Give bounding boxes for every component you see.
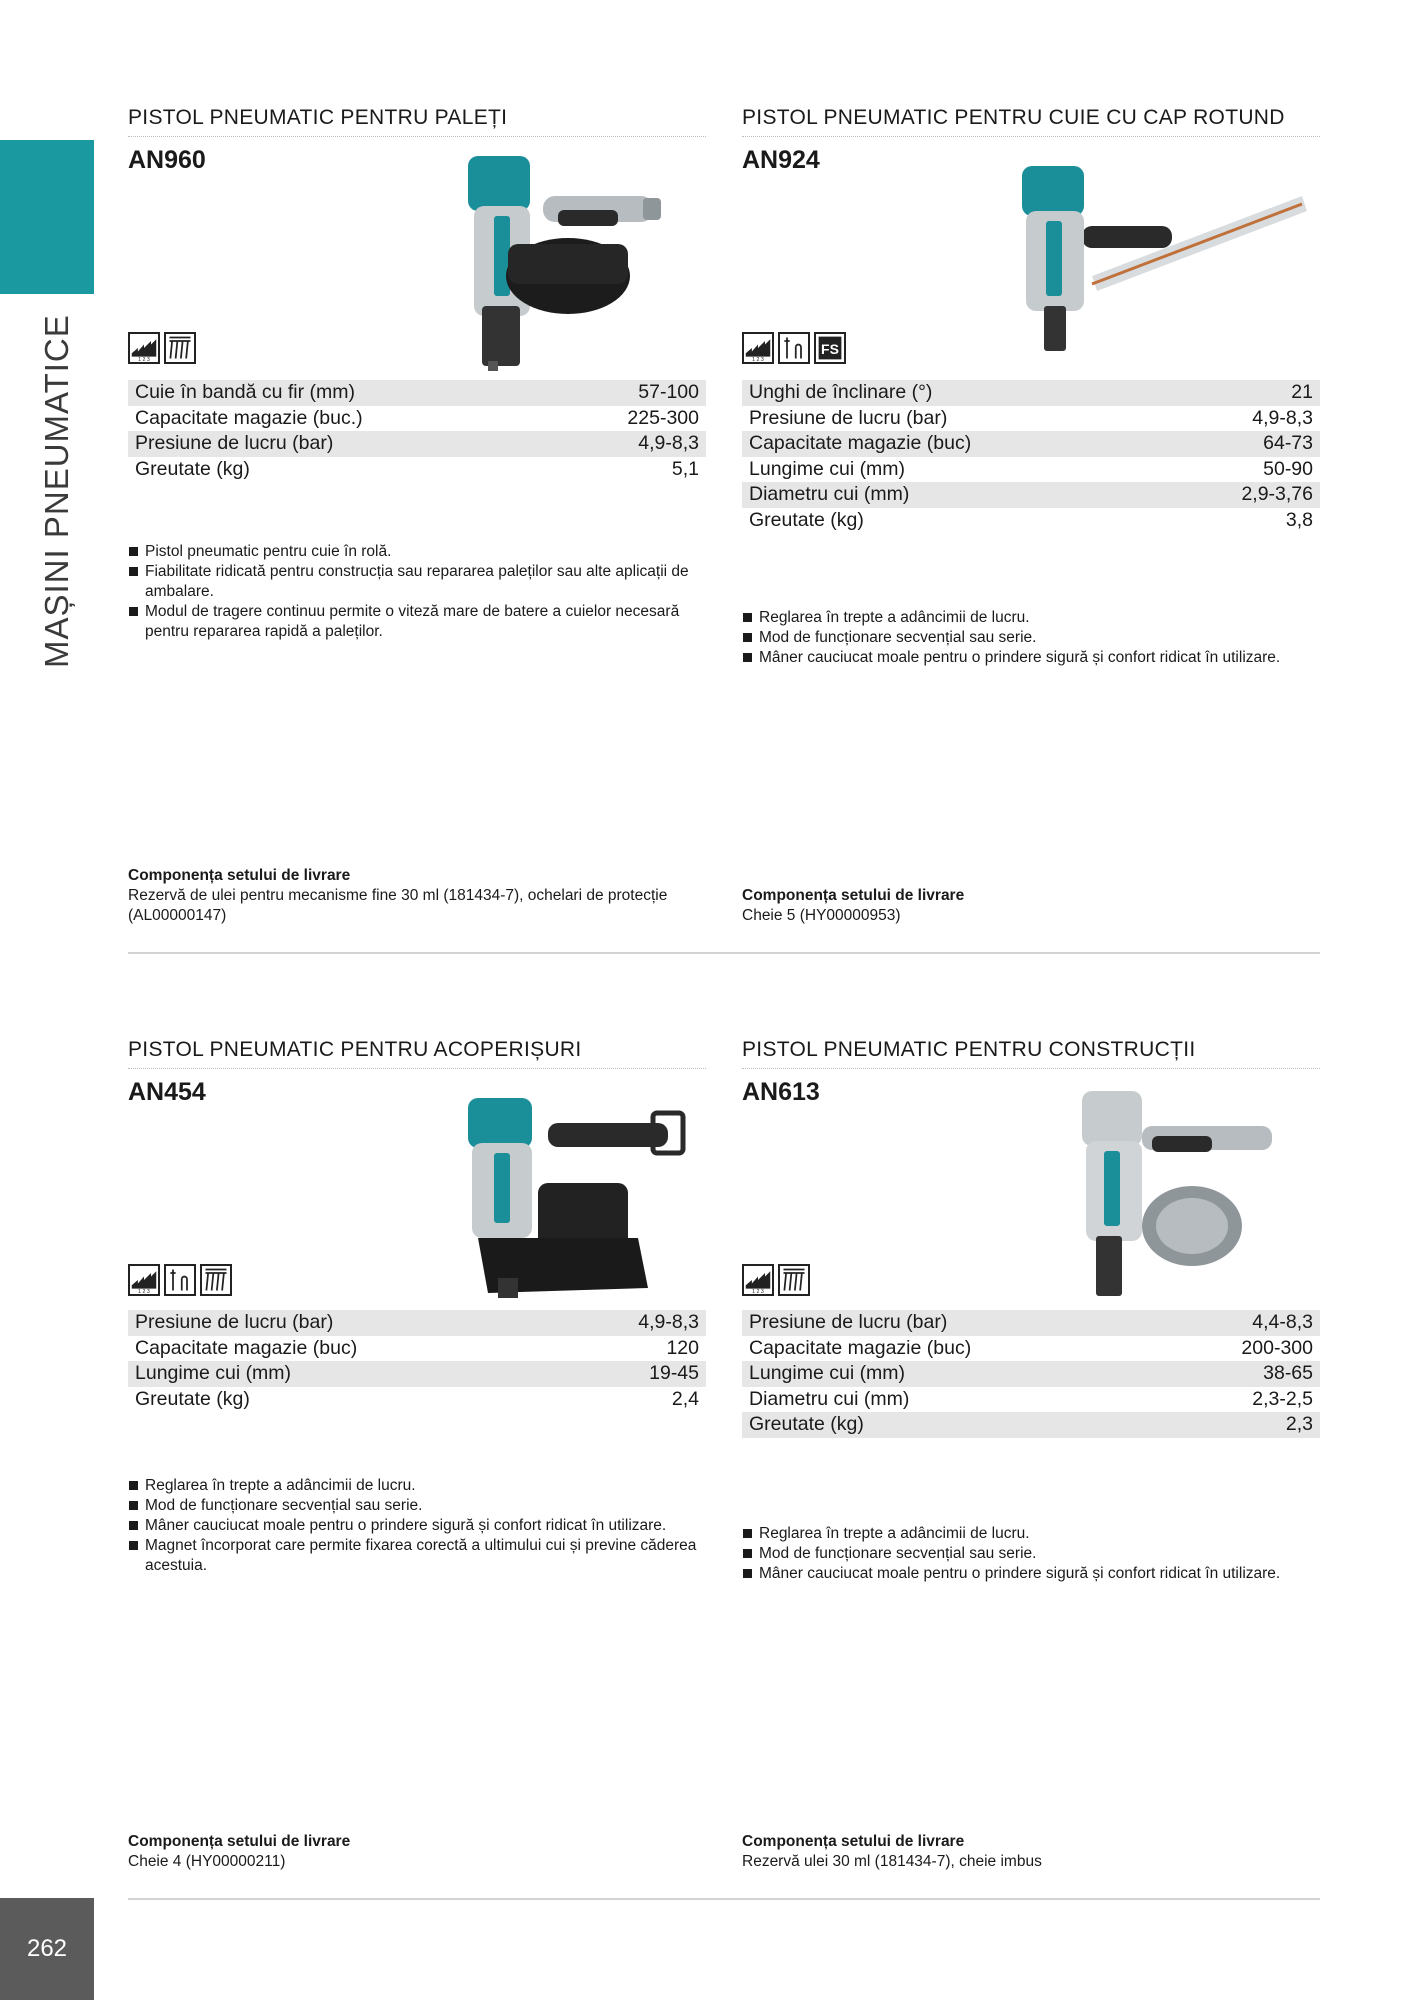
spec-row: Unghi de înclinare (°) 21 (742, 380, 1320, 406)
feature-icons (128, 332, 196, 364)
product-category: PISTOL PNEUMATIC PENTRU CUIE CU CAP ROTUND (742, 106, 1285, 129)
kit-contents: Cheie 4 (HY00000211) (128, 1853, 286, 1870)
spec-row: Greutate (kg) 5,1 (135, 457, 699, 480)
sequential-mode-icon (778, 332, 810, 364)
delivery-kit (128, 866, 706, 926)
spec-row: Capacitate magazie (buc) 120 (135, 1336, 699, 1359)
spec-row: Capacitate magazie (buc) 64-73 (742, 431, 1320, 457)
category-divider (742, 136, 1320, 137)
spec-row: Capacitate magazie (buc) 200-300 (749, 1336, 1313, 1359)
kit-contents: Rezervă ulei 30 ml (181434-7), cheie imbus (742, 1853, 1042, 1870)
spec-row: Lungime cui (mm) 19-45 (128, 1361, 706, 1387)
product-model: AN924 (742, 146, 820, 174)
nailer-photo (1072, 1086, 1292, 1306)
side-accent-bar (0, 140, 94, 294)
category-divider (742, 1068, 1320, 1069)
spec-table (742, 1310, 1320, 1438)
spec-row: Greutate (kg) 2,4 (135, 1387, 699, 1410)
spec-row: Presiune de lucru (bar) 4,9-8,3 (749, 406, 1313, 429)
section-divider (128, 1898, 1320, 1900)
spec-row: Lungime cui (mm) 38-65 (742, 1361, 1320, 1387)
feature-list (742, 1524, 1320, 1584)
category-divider (128, 1068, 706, 1069)
coil-nails-icon (778, 1264, 810, 1296)
feature-item: Pistol pneumatic pentru cuie în rolă. (128, 542, 706, 562)
svg-text:FS: FS (821, 341, 839, 358)
product-card-an613 (742, 1038, 1320, 1878)
product-model: AN960 (128, 146, 206, 174)
product-card-an454 (128, 1038, 706, 1878)
feature-item: Mâner cauciucat moale pentru o prindere sigură și confort ridicat în utilizare. (742, 1564, 1320, 1584)
spec-row: Lungime cui (mm) 50-90 (749, 457, 1313, 480)
product-category: PISTOL PNEUMATIC PENTRU PALEȚI (128, 106, 508, 129)
spec-row: Capacitate magazie (buc.) 225-300 (135, 406, 699, 429)
kit-contents: Rezervă de ulei pentru mecanisme fine 30 ml (181434-7), ochelari de protecție (AL00000147) (128, 887, 668, 924)
spec-row: Presiune de lucru (bar) 4,9-8,3 (128, 1310, 706, 1336)
product-category: PISTOL PNEUMATIC PENTRU CONSTRUCȚII (742, 1038, 1196, 1061)
feature-item: Fiabilitate ridicată pentru construcția sau repararea paleților sau alte aplicații de ambalare. (128, 562, 706, 602)
nailer-photo (448, 146, 678, 371)
section-divider (128, 952, 1320, 954)
delivery-kit (128, 1832, 706, 1872)
svg-text:1 2 3: 1 2 3 (138, 357, 150, 364)
coil-nails-icon (164, 332, 196, 364)
category-divider (128, 136, 706, 137)
feature-list (128, 542, 706, 642)
depth-adjust-icon (128, 1264, 160, 1296)
delivery-kit (742, 886, 1320, 926)
kit-heading: Componența setului de livrare (128, 1833, 351, 1850)
spec-row: Presiune de lucru (bar) 4,9-8,3 (128, 431, 706, 457)
feature-icons (742, 1264, 810, 1296)
spec-row: Diametru cui (mm) 2,9-3,76 (742, 482, 1320, 508)
feature-item: Mâner cauciucat moale pentru o prindere sigură și confort ridicat în utilizare. (128, 1516, 706, 1536)
spec-row: Presiune de lucru (bar) 4,4-8,3 (742, 1310, 1320, 1336)
nailer-photo (458, 1088, 698, 1303)
kit-contents: Cheie 5 (HY00000953) (742, 907, 901, 924)
product-card-an924 (742, 106, 1320, 926)
spec-table (742, 380, 1320, 534)
kit-heading: Componența setului de livrare (742, 1833, 965, 1850)
sequential-mode-icon (164, 1264, 196, 1296)
feature-icons (128, 1264, 232, 1296)
spec-table (128, 1310, 706, 1412)
product-model: AN454 (128, 1078, 206, 1106)
feature-list (742, 608, 1320, 668)
svg-text:1 2 3: 1 2 3 (138, 1289, 150, 1296)
feature-item: Reglarea în trepte a adâncimii de lucru. (742, 1524, 1320, 1544)
spec-row: Diametru cui (mm) 2,3-2,5 (749, 1387, 1313, 1410)
feature-item: Mod de funcționare secvențial sau serie. (742, 628, 1320, 648)
coil-nails-icon (200, 1264, 232, 1296)
feature-item: Reglarea în trepte a adâncimii de lucru. (742, 608, 1320, 628)
spec-row: Greutate (kg) 2,3 (742, 1412, 1320, 1438)
feature-item: Mod de funcționare secvențial sau serie. (128, 1496, 706, 1516)
fs-mode-icon (814, 332, 846, 364)
kit-heading: Componența setului de livrare (128, 867, 351, 884)
spec-row: Greutate (kg) 3,8 (749, 508, 1313, 531)
section-title: MAȘINI PNEUMATICE (38, 314, 75, 668)
feature-item: Mod de funcționare secvențial sau serie. (742, 1544, 1320, 1564)
spec-row: Cuie în bandă cu fir (mm) 57-100 (128, 380, 706, 406)
page-number: 262 (0, 1898, 94, 2000)
feature-item: Modul de tragere continuu permite o viteză mare de batere a cuielor necesară pentru repararea rapidă a paleților. (128, 602, 706, 642)
svg-text:1 2 3: 1 2 3 (752, 1289, 764, 1296)
depth-adjust-icon (128, 332, 160, 364)
product-model: AN613 (742, 1078, 820, 1106)
feature-item: Mâner cauciucat moale pentru o prindere sigură și confort ridicat în utilizare. (742, 648, 1320, 668)
kit-heading: Componența setului de livrare (742, 887, 965, 904)
delivery-kit (742, 1832, 1320, 1872)
feature-icons (742, 332, 846, 364)
product-category: PISTOL PNEUMATIC PENTRU ACOPERIȘURI (128, 1038, 582, 1061)
product-card-an960 (128, 106, 706, 926)
nailer-photo (1012, 156, 1312, 356)
feature-item: Magnet încorporat care permite fixarea corectă a ultimului cui și previne căderea acestuia. (128, 1536, 706, 1576)
spec-table (128, 380, 706, 482)
feature-item: Reglarea în trepte a adâncimii de lucru. (128, 1476, 706, 1496)
depth-adjust-icon (742, 1264, 774, 1296)
feature-list (128, 1476, 706, 1576)
depth-adjust-icon (742, 332, 774, 364)
svg-text:1 2 3: 1 2 3 (752, 357, 764, 364)
